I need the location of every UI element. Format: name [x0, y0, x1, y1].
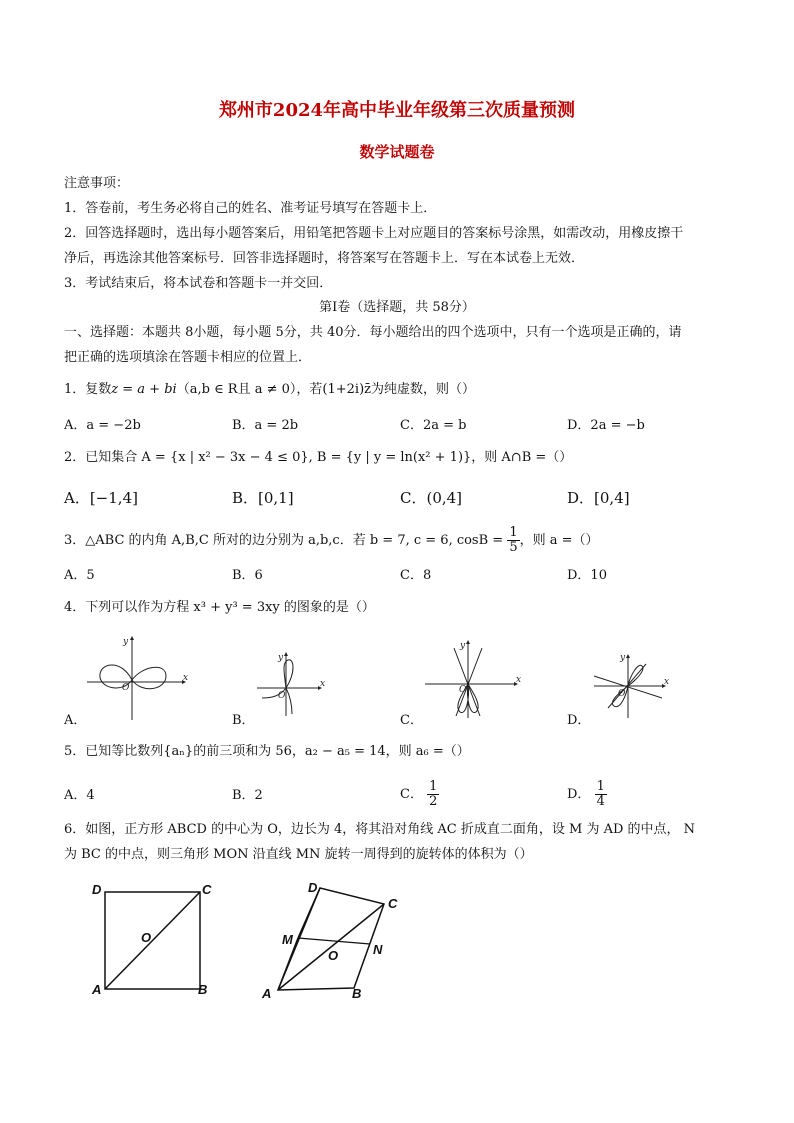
origin-label: O [459, 685, 467, 695]
q4-graph-d [590, 652, 680, 720]
q5-frac-d-den: 4 [596, 794, 605, 809]
y-label: y [278, 653, 284, 663]
y-label: y [620, 653, 626, 663]
q4-text: 下列可以作为方程 x³ + y³ = 3xy 的图象的是（） [85, 600, 375, 615]
q5-number: 5． [64, 744, 86, 759]
q1-option-b: B．a = 2b [232, 418, 299, 433]
edge-md [298, 888, 320, 938]
q3-option-a: A．5 [64, 568, 95, 583]
outline [278, 888, 384, 990]
curve-tail [286, 688, 292, 714]
q1-expr-z: z = a + bi [111, 382, 177, 397]
question-3 [64, 526, 599, 556]
q3-frac-num: 1 [509, 525, 518, 540]
curve [100, 665, 166, 689]
x-label: x [516, 675, 522, 685]
q1-text-c: 为纯虚数，则（） [371, 382, 476, 397]
notice-item-2: 2．回答选择题时，选出每小题答案后，用铅笔把答题卡上对应题目的答案标号涂黑，如需改动，用橡皮擦干 [64, 226, 684, 241]
notice-item-3: 3．考试结束后，将本试卷和答题卡一并交回． [64, 276, 333, 291]
label-o: O [141, 930, 152, 945]
exam-subtitle: 数学试题卷 [359, 143, 435, 161]
q5-text: 已知等比数列{aₙ}的前三项和为 56，a₂ − a₅ = 14，则 a₆ =（） [85, 744, 470, 759]
label-n: N [373, 942, 383, 957]
label-b: B [198, 982, 208, 997]
q5-option-d-label: D． [567, 787, 591, 802]
q4-graph-c [420, 640, 530, 720]
q5-option-d [567, 778, 607, 812]
q2-number: 2． [64, 450, 86, 465]
q1-text-a: 复数 [85, 382, 112, 397]
q5-frac-c-num: 1 [429, 779, 438, 794]
q4-option-a: A． [64, 713, 87, 728]
q2-option-b: B．[0,1] [232, 489, 294, 507]
origin-label: O [278, 691, 286, 701]
q5-frac-c [427, 780, 439, 809]
notice-heading: 注意事项： [64, 176, 130, 191]
q3-option-d: D．10 [567, 568, 607, 583]
label-d: D [308, 880, 318, 895]
diagonal-ac [105, 892, 200, 989]
y-arrow-icon [466, 640, 470, 644]
origin-label: O [618, 689, 626, 699]
q2-text: 已知集合 A = {x | x² − 3x − 4 ≤ 0}, B = {y | y = ln(x² + 1)}，则 A∩B =（） [85, 450, 573, 465]
q5-option-b: B．2 [232, 788, 263, 803]
q1-option-a: A．a = −2b [64, 418, 141, 433]
section-intro-2: 把正确的选项填涂在答题卡相应的位置上． [64, 350, 312, 365]
x-label: x [183, 673, 189, 683]
q5-frac-d-num: 1 [596, 779, 605, 794]
x-label: x [320, 679, 326, 689]
q5-option-c-label: C． [400, 787, 423, 802]
question-2 [64, 450, 572, 466]
q4-option-b: B． [232, 713, 255, 728]
q5-frac-c-den: 2 [429, 794, 438, 809]
exam-title: 郑州市2024年高中毕业年级第三次质量预测 [218, 100, 576, 121]
label-a: A [262, 986, 272, 1001]
q2-option-c: C．(0,4] [400, 489, 463, 507]
question-6-line1 [64, 822, 695, 838]
q5-option-c [400, 778, 439, 812]
q1-option-c: C．2a = b [400, 418, 467, 433]
origin-label: O [122, 683, 130, 693]
y-label: y [123, 637, 129, 647]
q3-number: 3． [64, 533, 86, 548]
q3-text-a: △ABC 的内角 A,B,C 所对的边分别为 a,b,c．若 b = 7, c = 6, cosB = [85, 533, 504, 548]
notice-item-1: 1．答卷前，考生务必将自己的姓名、准考证号填写在答题卡上． [64, 201, 437, 216]
q6-number: 6． [64, 822, 86, 837]
q3-frac-den: 5 [509, 540, 518, 555]
q3-text-b: ，则 a =（） [519, 533, 599, 548]
segment-mn [298, 938, 370, 944]
q1-condition: （a,b ∈ R且 a ≠ 0） [176, 382, 297, 397]
q4-number: 4． [64, 600, 86, 615]
q4-option-d: D． [567, 713, 591, 728]
q5-option-a: A．4 [64, 788, 95, 803]
question-1 [64, 382, 475, 398]
section-title: 第Ⅰ卷（选择题，共 58分） [319, 300, 475, 315]
q3-option-b: B．6 [232, 568, 263, 583]
q5-frac-d [595, 780, 607, 809]
y-arrow-icon [130, 636, 134, 640]
q6-figure-square [90, 880, 220, 1005]
x-label: x [664, 677, 670, 687]
y-label: y [460, 641, 466, 651]
label-o: O [328, 948, 339, 963]
q1-option-d: D．2a = −b [567, 418, 645, 433]
q4-graph-a [82, 632, 202, 722]
q2-option-a: A．[−1,4] [64, 489, 138, 507]
q4-option-c: C． [400, 713, 423, 728]
label-c: C [388, 896, 398, 911]
label-d: D [92, 882, 102, 897]
y-arrow-icon [626, 654, 630, 658]
q3-fraction [507, 526, 519, 555]
y-arrow-icon [284, 652, 288, 656]
q2-option-d: D．[0,4] [567, 489, 630, 507]
q1-text-b: ，若 [296, 382, 323, 397]
notice-item-2-cont: 净后，再选涂其他答案标号．回答非选择题时，将答案写在答题卡上．写在本试卷上无效． [64, 251, 585, 266]
q6-figure-folded [256, 880, 406, 1005]
q1-number: 1． [64, 382, 86, 397]
question-4 [64, 600, 375, 616]
label-m: M [282, 932, 293, 947]
question-6-line2: 为 BC 的中点，则三角形 MON 沿直线 MN 旋转一周得到的旋转体的体积为（） [64, 847, 533, 862]
section-intro-1: 一、选择题：本题共 8小题，每小题 5分，共 40分．每小题给出的四个选项中，只有一个选项是正确的，请 [64, 325, 682, 340]
label-c: C [202, 882, 212, 897]
q1-expr: (1+2i)z̄ [322, 382, 372, 397]
label-b: B [352, 986, 362, 1001]
q3-option-c: C．8 [400, 568, 432, 583]
q6-text-1: 如图，正方形 ABCD 的中心为 O，边长为 4，将其沿对角线 AC 折成直二面角，设 M 为 AD 的中点， N [85, 822, 696, 837]
label-a: A [92, 982, 102, 997]
q4-graph-b [252, 650, 332, 720]
question-5 [64, 744, 470, 760]
